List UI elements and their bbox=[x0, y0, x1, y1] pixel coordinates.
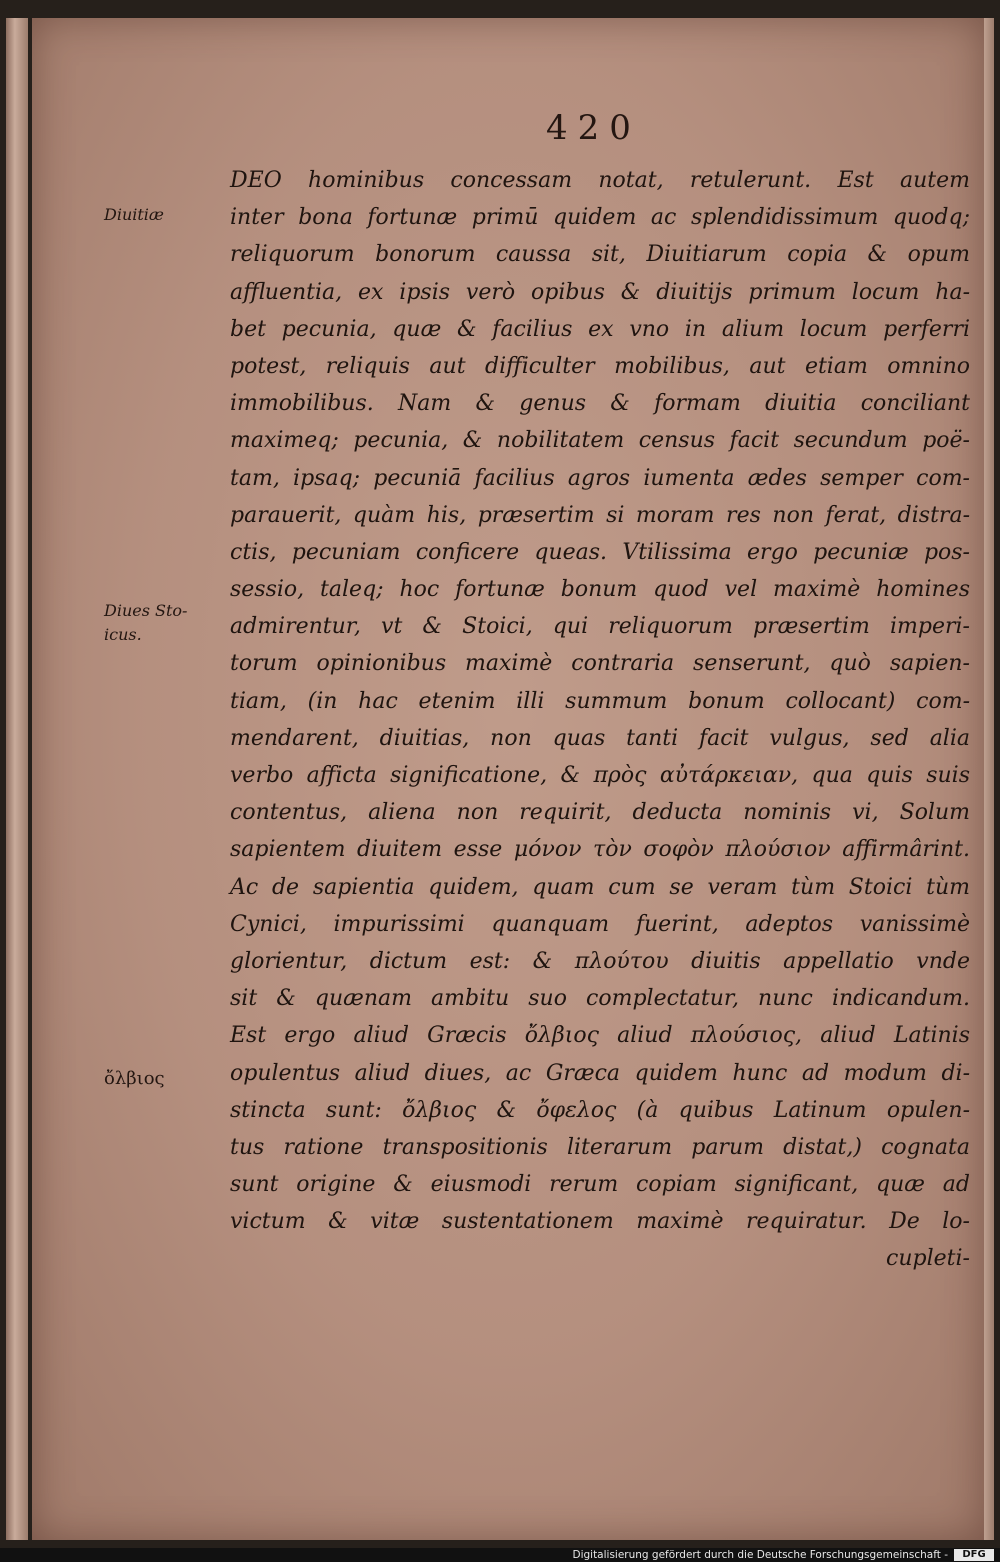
text-line: Cynici, impurissimi quanquam fuerint, adeptos vanissimè bbox=[230, 911, 970, 937]
text-line: mendarent, diuitias, non quas tanti facit vulgus, sed alia bbox=[230, 725, 970, 751]
text-line: immobilibus. Nam & genus & formam diuitia conciliant bbox=[230, 391, 970, 417]
page-number: 420 bbox=[546, 108, 641, 148]
catchword: cupleti- bbox=[886, 1246, 970, 1272]
text-line: victum & vitæ sustentationem maximè requiratur. De lo- bbox=[230, 1209, 970, 1235]
text-line: verbo afficta significatione, & πρὸς αὐτάρκειαν, qua quis suis bbox=[230, 763, 970, 788]
margin-note-diues-stoicus-1: Diues Sto- bbox=[104, 601, 188, 620]
text-line: reliquorum bonorum caussa sit, Diuitiarum copia & opum bbox=[230, 242, 970, 268]
text-line: inter bona fortunæ primū quidem ac splendidissimum quodq; bbox=[230, 205, 970, 231]
text-line: tiam, (in hac etenim illi summum bonum collocant) com- bbox=[230, 688, 970, 714]
text-line: potest, reliquis aut difficulter mobilibus, aut etiam omnino bbox=[230, 353, 970, 379]
dfg-logo: DFG bbox=[954, 1549, 994, 1561]
text-line: maximeq; pecunia, & nobilitatem census facit secundum poë- bbox=[230, 428, 970, 454]
text-line: contentus, aliena non requirit, deducta nominis vi, Solum bbox=[230, 800, 970, 826]
text-line: sessio, taleq; hoc fortunæ bonum quod vel maximè homines bbox=[230, 577, 970, 603]
footer-credit: Digitalisierung gefördert durch die Deutsche Forschungsgemeinschaft - bbox=[572, 1549, 948, 1561]
text-line: DEO hominibus concessam notat, retulerunt. Est autem bbox=[230, 168, 970, 193]
text-line: Est ergo aliud Græcis ὄλβιος aliud πλούσιος, aliud Latinis bbox=[230, 1023, 970, 1049]
text-line: tam, ipsaq; pecuniā facilius agros iumenta ædes semper com- bbox=[230, 465, 970, 491]
text-line: torum opinionibus maximè contraria senserunt, quò sapien- bbox=[230, 651, 970, 677]
text-line: admirentur, vt & Stoici, qui reliquorum præsertim imperi- bbox=[230, 614, 970, 640]
page-edge-left bbox=[6, 18, 28, 1540]
margin-note-diues-stoicus-2: icus. bbox=[104, 625, 142, 644]
text-line: stincta sunt: ὄλβιος & ὄφελος (à quibus Latinum opulen- bbox=[230, 1097, 970, 1123]
text-line: sit & quænam ambitu suo complectatur, nunc indicandum. bbox=[230, 986, 970, 1012]
body-text bbox=[230, 162, 970, 1278]
footer-bar bbox=[0, 1548, 1000, 1562]
text-line: affluentia, ex ipsis verò opibus & diuitijs primum locum ha- bbox=[230, 279, 970, 305]
text-line: tus ratione transpositionis literarum parum distat,) cognata bbox=[230, 1134, 970, 1160]
text-line: glorientur, dictum est: & πλούτου diuitis appellatio vnde bbox=[230, 948, 970, 974]
text-line: opulentus aliud diues, ac Græca quidem hunc ad modum di- bbox=[230, 1060, 970, 1086]
text-line: Ac de sapientia quidem, quam cum se veram tùm Stoici tùm bbox=[230, 874, 970, 900]
text-line: bet pecunia, quæ & facilius ex vno in alium locum perferri bbox=[230, 316, 970, 342]
margin-note-olbios: ὄλβιος bbox=[104, 1068, 165, 1089]
text-line: sapientem diuitem esse μόνον τὸν σοφὸν πλούσιον affirmârint. bbox=[230, 837, 970, 863]
margin-note-diuitiae: Diuitiæ bbox=[104, 205, 164, 224]
text-line: sunt origine & eiusmodi rerum copiam significant, quæ ad bbox=[230, 1172, 970, 1198]
text-line: parauerit, quàm his, præsertim si moram res non ferat, distra- bbox=[230, 502, 970, 528]
text-line: ctis, pecuniam conficere queas. Vtilissima ergo pecuniæ pos- bbox=[230, 539, 970, 565]
